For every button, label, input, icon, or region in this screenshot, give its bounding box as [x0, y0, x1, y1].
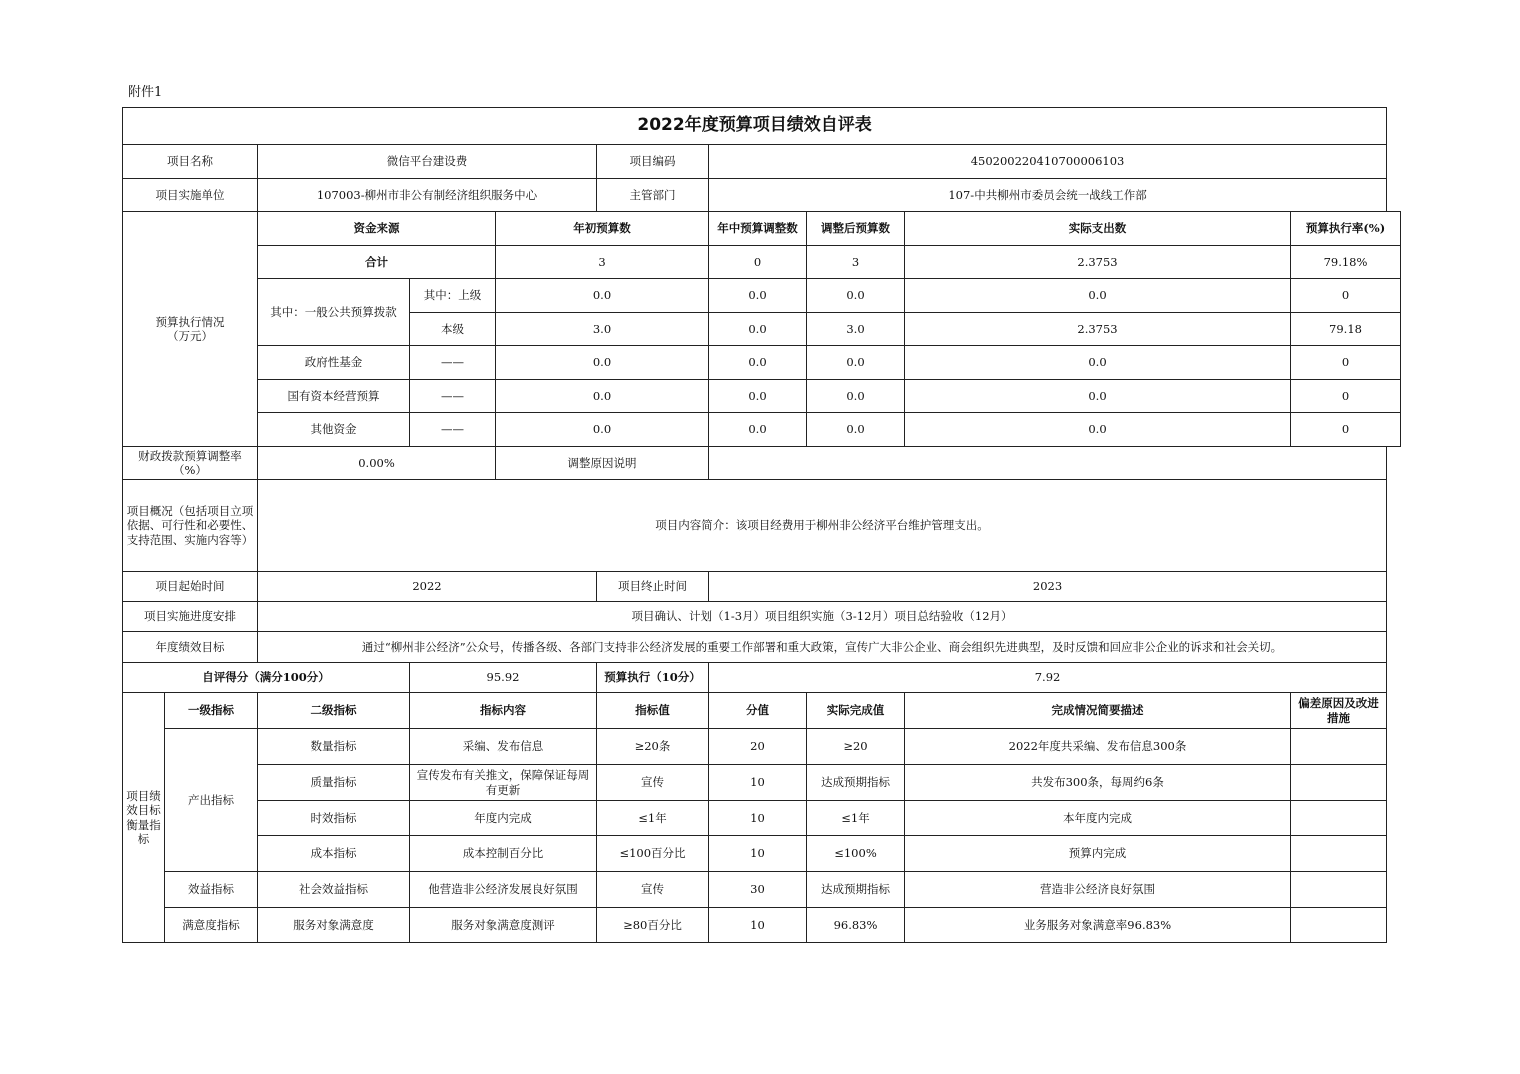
indicator-level2: 时效指标	[258, 801, 410, 836]
other-fund-mid: 0.0	[709, 413, 807, 447]
dept-label: 主管部门	[597, 179, 709, 212]
indicator-value: ≥80百分比	[597, 908, 709, 943]
indicator-reason	[1291, 729, 1387, 765]
benefit-indicator-label: 效益指标	[165, 872, 258, 908]
indicator-actual: ≤1年	[807, 801, 905, 836]
local-label: 本级	[410, 313, 496, 346]
header-actual: 实际支出数	[905, 212, 1291, 246]
score-label: 自评得分（满分100分）	[123, 663, 410, 693]
page-title: 2022年度预算项目绩效自评表	[123, 108, 1387, 145]
upper-label: 其中：上级	[410, 279, 496, 313]
indicator-actual: 达成预期指标	[807, 765, 905, 801]
indicator-desc: 本年度内完成	[905, 801, 1291, 836]
header-score: 分值	[709, 693, 807, 729]
state-capital-actual: 0.0	[905, 380, 1291, 413]
indicator-reason	[1291, 908, 1387, 943]
indicator-value: ≥20条	[597, 729, 709, 765]
indicator-desc: 营造非公经济良好氛围	[905, 872, 1291, 908]
general-budget-label: 其中：一般公共预算拨款	[258, 279, 410, 346]
other-fund-initial: 0.0	[496, 413, 709, 447]
indicator-content: 成本控制百分比	[410, 836, 597, 872]
indicator-desc: 预算内完成	[905, 836, 1291, 872]
indicator-score: 20	[709, 729, 807, 765]
header-mid: 年中预算调整数	[709, 212, 807, 246]
header-value: 指标值	[597, 693, 709, 729]
dept-value: 107-中共柳州市委员会统一战线工作部	[709, 179, 1387, 212]
indicator-content: 服务对象满意度测评	[410, 908, 597, 943]
header-level1: 一级指标	[165, 693, 258, 729]
gov-fund-dash: ——	[410, 346, 496, 380]
indicator-content: 采编、发布信息	[410, 729, 597, 765]
score-value: 95.92	[410, 663, 597, 693]
header-level2: 二级指标	[258, 693, 410, 729]
indicator-reason	[1291, 801, 1387, 836]
unit-value: 107003-柳州市非公有制经济组织服务中心	[258, 179, 597, 212]
performance-table	[122, 107, 1401, 943]
table-row	[123, 908, 1401, 943]
gov-fund-mid: 0.0	[709, 346, 807, 380]
state-capital-label: 国有资本经营预算	[258, 380, 410, 413]
overview-text: 项目内容简介：该项目经费用于柳州非公经济平台维护管理支出。	[258, 480, 1387, 572]
indicator-desc: 共发布300条，每周约6条	[905, 765, 1291, 801]
header-reason: 偏差原因及改进措施	[1291, 693, 1387, 729]
indicator-value: 宣传	[597, 765, 709, 801]
schedule-label: 项目实施进度安排	[123, 602, 258, 632]
goal-label: 年度绩效目标	[123, 632, 258, 663]
indicator-actual: ≥20	[807, 729, 905, 765]
upper-mid: 0.0	[709, 279, 807, 313]
other-fund-actual: 0.0	[905, 413, 1291, 447]
indicator-score: 10	[709, 765, 807, 801]
table-row	[123, 872, 1401, 908]
indicator-score: 30	[709, 872, 807, 908]
table-row	[123, 729, 1401, 765]
state-capital-mid: 0.0	[709, 380, 807, 413]
budget-section-label: 预算执行情况 （万元）	[123, 212, 258, 447]
indicator-content: 年度内完成	[410, 801, 597, 836]
table-row	[123, 836, 1401, 872]
upper-rate: 0	[1291, 279, 1401, 313]
adjust-reason-label: 调整原因说明	[496, 447, 709, 480]
unit-label: 项目实施单位	[123, 179, 258, 212]
table-row	[123, 765, 1401, 801]
adjust-rate-label: 财政拨款预算调整率 （%）	[123, 447, 258, 480]
indicator-value: ≤100百分比	[597, 836, 709, 872]
project-name: 微信平台建设费	[258, 145, 597, 179]
total-mid: 0	[709, 246, 807, 279]
total-actual: 2.3753	[905, 246, 1291, 279]
local-mid: 0.0	[709, 313, 807, 346]
total-label: 合计	[258, 246, 496, 279]
state-capital-rate: 0	[1291, 380, 1401, 413]
local-initial: 3.0	[496, 313, 709, 346]
state-capital-adjusted: 0.0	[807, 380, 905, 413]
indicator-reason	[1291, 765, 1387, 801]
end-time: 2023	[709, 572, 1387, 602]
indicator-value: ≤1年	[597, 801, 709, 836]
state-capital-dash: ——	[410, 380, 496, 413]
budget-score-label: 预算执行（10分）	[597, 663, 709, 693]
indicator-value: 宣传	[597, 872, 709, 908]
indicator-content: 他营造非公经济发展良好氛围	[410, 872, 597, 908]
budget-score-value: 7.92	[709, 663, 1387, 693]
header-initial: 年初预算数	[496, 212, 709, 246]
other-fund-adjusted: 0.0	[807, 413, 905, 447]
gov-fund-actual: 0.0	[905, 346, 1291, 380]
total-initial: 3	[496, 246, 709, 279]
start-time-label: 项目起始时间	[123, 572, 258, 602]
indicator-score: 10	[709, 801, 807, 836]
end-time-label: 项目终止时间	[597, 572, 709, 602]
indicator-reason	[1291, 872, 1387, 908]
adjust-reason-value	[709, 447, 1387, 480]
other-fund-label: 其他资金	[258, 413, 410, 447]
project-code-label: 项目编码	[597, 145, 709, 179]
indicator-score: 10	[709, 908, 807, 943]
header-content: 指标内容	[410, 693, 597, 729]
table-row	[123, 801, 1401, 836]
indicator-reason	[1291, 836, 1387, 872]
attachment-label: 附件1	[128, 85, 163, 100]
header-adjusted: 调整后预算数	[807, 212, 905, 246]
indicator-level2: 服务对象满意度	[258, 908, 410, 943]
local-rate: 79.18	[1291, 313, 1401, 346]
indicator-actual: 达成预期指标	[807, 872, 905, 908]
state-capital-initial: 0.0	[496, 380, 709, 413]
indicator-score: 10	[709, 836, 807, 872]
indicator-content: 宣传发布有关推文，保障保证每周有更新	[410, 765, 597, 801]
indicator-desc: 2022年度共采编、发布信息300条	[905, 729, 1291, 765]
gov-fund-label: 政府性基金	[258, 346, 410, 380]
other-fund-dash: ——	[410, 413, 496, 447]
start-time: 2022	[258, 572, 597, 602]
project-name-label: 项目名称	[123, 145, 258, 179]
gov-fund-initial: 0.0	[496, 346, 709, 380]
header-source: 资金来源	[258, 212, 496, 246]
upper-adjusted: 0.0	[807, 279, 905, 313]
gov-fund-adjusted: 0.0	[807, 346, 905, 380]
schedule-text: 项目确认、计划（1-3月）项目组织实施（3-12月）项目总结验收（12月）	[258, 602, 1387, 632]
indicator-level2: 数量指标	[258, 729, 410, 765]
indicator-actual: ≤100%	[807, 836, 905, 872]
total-rate: 79.18%	[1291, 246, 1401, 279]
gov-fund-rate: 0	[1291, 346, 1401, 380]
local-actual: 2.3753	[905, 313, 1291, 346]
header-actual-value: 实际完成值	[807, 693, 905, 729]
local-adjusted: 3.0	[807, 313, 905, 346]
header-desc: 完成情况简要描述	[905, 693, 1291, 729]
output-indicator-label: 产出指标	[165, 729, 258, 872]
upper-initial: 0.0	[496, 279, 709, 313]
indicator-level2: 成本指标	[258, 836, 410, 872]
goal-text: 通过“柳州非公经济”公众号，传播各级、各部门支持非公经济发展的重要工作部署和重大政策，宣传广大非公企业、商会组织先进典型，及时反馈和回应非公企业的诉求和社会关切。	[258, 632, 1387, 663]
other-fund-rate: 0	[1291, 413, 1401, 447]
upper-actual: 0.0	[905, 279, 1291, 313]
indicator-level2: 社会效益指标	[258, 872, 410, 908]
satisfaction-indicator-label: 满意度指标	[165, 908, 258, 943]
total-adjusted: 3	[807, 246, 905, 279]
adjust-rate-value: 0.00%	[258, 447, 496, 480]
indicator-desc: 业务服务对象满意率96.83%	[905, 908, 1291, 943]
header-rate: 预算执行率(%)	[1291, 212, 1401, 246]
project-code: 450200220410700006103	[709, 145, 1387, 179]
indicator-actual: 96.83%	[807, 908, 905, 943]
indicator-level2: 质量指标	[258, 765, 410, 801]
overview-label: 项目概况（包括项目立项依据、可行性和必要性、支持范围、实施内容等）	[123, 480, 258, 572]
indicator-section-label: 项目绩效目标衡量指标	[123, 693, 165, 943]
